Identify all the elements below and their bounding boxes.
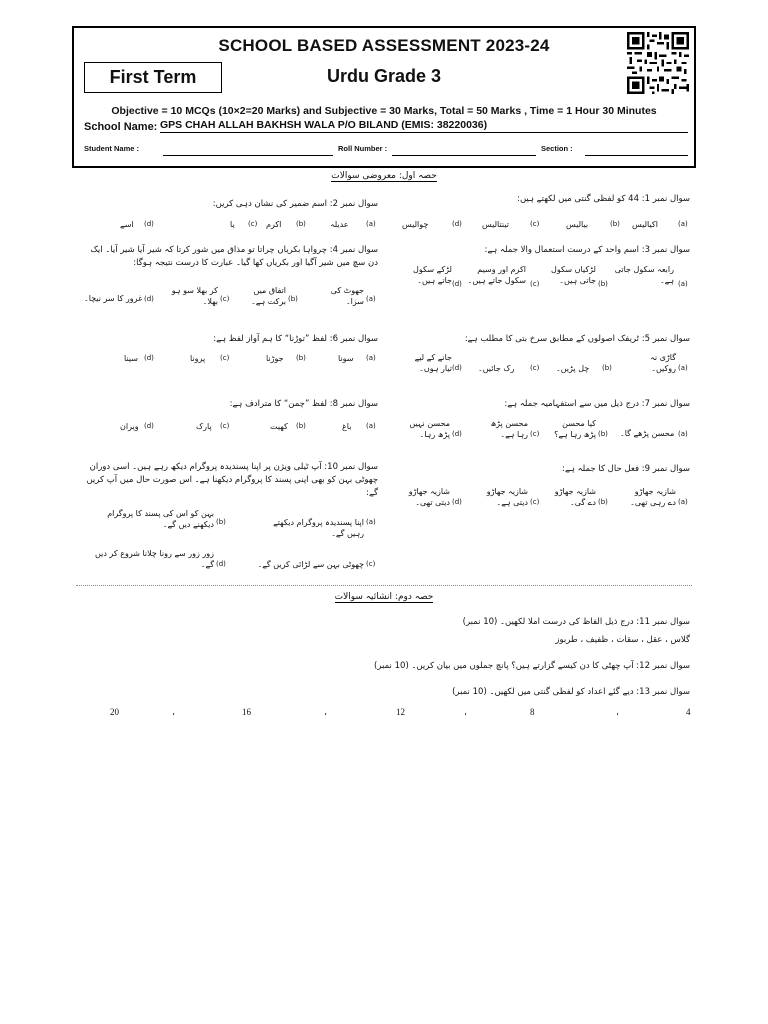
- q13-separator: ،: [616, 707, 619, 717]
- section-label: Section :: [541, 144, 573, 153]
- page-title: SCHOOL BASED ASSESSMENT 2023-24: [218, 36, 550, 55]
- q13-number: 12: [396, 707, 405, 717]
- section-field[interactable]: [585, 155, 688, 156]
- q11-words: گلاس ، عقل ، سقات ، ظفیف ، طربوز: [555, 635, 690, 645]
- q3-options: (a) رابعہ سکول جاتی ہے۔ (b) لڑکیاں سکول جاتی ہیں۔ (c) اکرم اور وسیم سکول جاتے ہیں۔ (d) لڑکے سکول جاتے ہیں۔: [413, 265, 688, 288]
- q7-text: سوال نمبر 7: درج ذیل میں سے استفہامیہ جملہ ہے:: [504, 399, 690, 409]
- qr-code-icon: [627, 32, 689, 94]
- school-name-label: School Name:: [84, 121, 158, 133]
- q2-options: (a) عدیلہ (b) اکرم (c) یا (d) اسے: [120, 220, 376, 229]
- q5-text: سوال نمبر 5: ٹریفک اصولوں کے مطابق سرخ بتی کا مطلب ہے:: [464, 334, 690, 344]
- q13-number: 8: [530, 707, 535, 717]
- q5-options: (a) گاڑی نہ روکیں۔ (b) چل پڑیں۔ (c) رک جائیں۔ (d) جانے کے لیے تیار ہوں۔: [414, 353, 688, 373]
- q4-text: سوال نمبر 4: چرواہا بکریاں چراتا تو مذاق میں شور کرتا کہ شیر آیا شیر آیا۔ ایک دن سچ میں شیر آگیا اور بکریاں کھا گیا۔ عبارت کا درست نتیجہ ہوگا:: [90, 245, 378, 268]
- q13-separator: ،: [172, 707, 175, 717]
- q8-text: سوال نمبر 8: لفظ ”چمن“ کا مترادف ہے:: [229, 399, 378, 409]
- q13-numbers: [80, 707, 700, 721]
- q12-text: سوال نمبر 12: آپ چھٹی کا دن کیسے گزارتے ہیں؟ پانچ جملوں میں بیان کریں۔ (10 نمبر): [374, 661, 690, 671]
- section-divider: [76, 585, 692, 586]
- q1-text: سوال نمبر 1: 44 کو لفظی گنتی میں لکھتے ہیں:: [517, 194, 690, 204]
- q2-text: سوال نمبر 2: اسم ضمیر کی نشان دہی کریں:: [212, 199, 378, 209]
- q4-options: (a) جھوٹ کی سزا۔ (b) اتفاق میں برکت ہے۔ (c) کر بھلا سو ہو بھلا۔ (d) غرور کا سر نیچا۔: [84, 286, 376, 306]
- q13-number: 16: [242, 707, 251, 717]
- roll-number-label: Roll Number :: [338, 144, 388, 153]
- q9-options: (a) شازیہ جھاڑو دے رہی تھی۔ (b) شازیہ جھاڑو دے گی۔ (c) شازیہ جھاڑو دیتی ہے۔ (d) شازیہ جھاڑو دیتی تھی۔: [408, 487, 688, 507]
- q13-separator: ،: [324, 707, 327, 717]
- q3-text: سوال نمبر 3: اسم واحد کے درست استعمال والا جملہ ہے:: [484, 245, 690, 255]
- q9-text: سوال نمبر 9: فعل حال کا جملہ ہے:: [562, 464, 690, 474]
- q11-text: سوال نمبر 11: درج ذیل الفاظ کی درست املا لکھیں۔ (10 نمبر): [462, 617, 690, 627]
- q7-options: (a) محسن پڑھے گا۔ (b) کیا محسن پڑھ رہا ہے؟ (c) محسن پڑھ رہا ہے۔ (d) محسن نہیں پڑھ رہا۔: [409, 419, 688, 439]
- student-name-label: Student Name :: [84, 144, 140, 153]
- q6-options: (a) سونا (b) جوڑنا (c) پرونا (d) سینا: [124, 354, 376, 363]
- q8-options: (a) باغ (b) کھیت (c) پارک (d) ویران: [120, 422, 376, 431]
- q13-number: 20: [110, 707, 119, 717]
- objective-line: Objective = 10 MCQs (10×2=20 Marks) and Subjective = 30 Marks, Total = 50 Marks , Time = 1 Hour 30 Minutes: [111, 105, 657, 117]
- q13-separator: ،: [464, 707, 467, 717]
- q1-options: (a) اکیالیس (b) بیالیس (c) تینتالیس (d) چوالیس: [402, 220, 688, 229]
- term-box: First Term: [84, 62, 222, 93]
- q10-text: سوال نمبر 10: آپ ٹیلی ویژن پر اپنا پسندیدہ پروگرام دیکھ رہے ہیں۔ اسی دوران چھوٹی بہن کو بھی اپنی پسند کا پروگرام دیکھنا ہے۔ اس صورت حال میں آپ کریں گے:: [86, 462, 378, 498]
- school-name-value: GPS CHAH ALLAH BAKHSH WALA P/O BILAND (EMIS: 38220036): [160, 119, 688, 133]
- part2-heading: حصہ دوم: انشائیہ سوالات: [334, 592, 434, 602]
- q13-text: سوال نمبر 13: دیے گئے اعداد کو لفظی گنتی میں لکھیں۔ (10 نمبر): [452, 687, 690, 697]
- part1-heading: حصہ اول: معروضی سوالات: [331, 171, 437, 181]
- student-name-field[interactable]: [163, 155, 333, 156]
- q10-options: (a) اپنا پسندیدہ پروگرام دیکھتے رہیں گے۔ (b) بہن کو اس کی پسند کا پروگرام دیکھنے دیں گے۔ (c) چھوٹی بہن سے لڑائی کریں گے۔ (d) زور زور سے رونا چلانا شروع کر دیں گے۔: [95, 509, 376, 569]
- subject-title: Urdu Grade 3: [326, 66, 442, 86]
- q6-text: سوال نمبر 6: لفظ ”توڑنا“ کا ہم آواز لفظ ہے:: [213, 334, 378, 344]
- roll-number-field[interactable]: [392, 155, 536, 156]
- q13-number: 4: [686, 707, 691, 717]
